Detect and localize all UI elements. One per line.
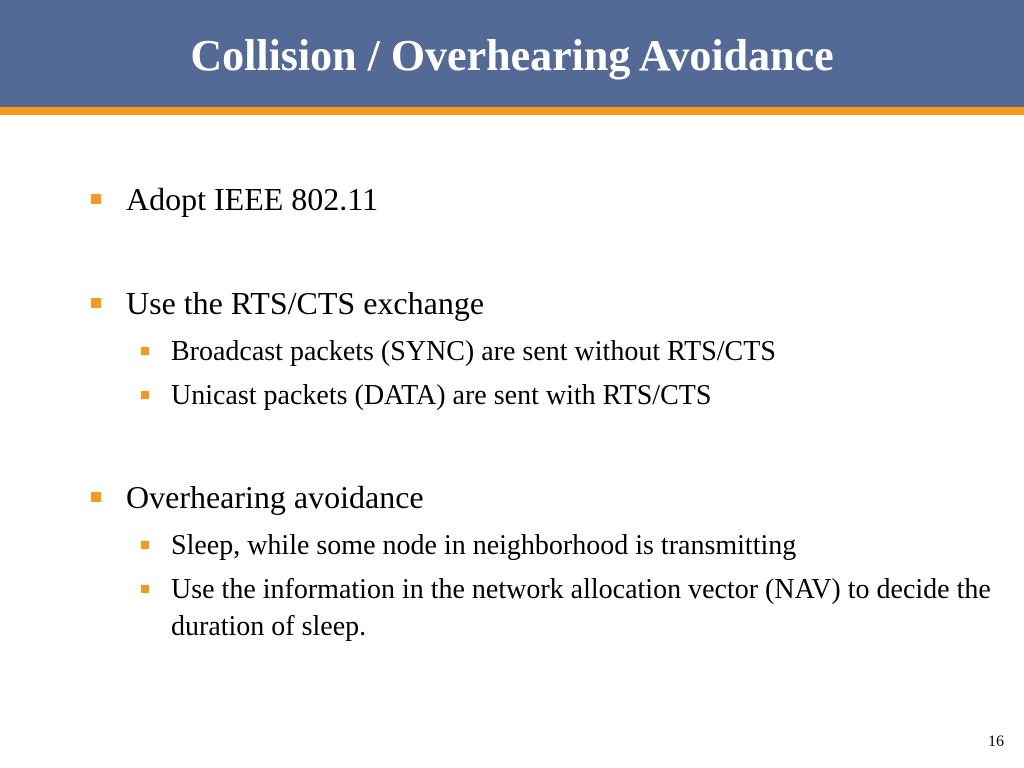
bullet-item [126, 179, 378, 219]
sub-bullet-item [171, 333, 1001, 370]
sub-bullet-text: Unicast packets (DATA) are sent with RTS/CTS [171, 380, 712, 411]
sub-bullet-text: Sleep, while some node in neighborhood is transmitting [171, 530, 797, 561]
square-bullet-icon [141, 347, 149, 355]
sub-bullet-item [171, 571, 1001, 645]
square-bullet-icon [91, 492, 101, 502]
sub-bullet-item [171, 377, 1001, 414]
slide-title: Collision / Overhearing Avoidance [190, 31, 834, 80]
bullet-text: Overhearing avoidance [126, 479, 424, 515]
square-bullet-icon [91, 194, 101, 204]
page-number: 16 [988, 733, 1004, 750]
bullet-item [126, 283, 484, 323]
square-bullet-icon [141, 391, 149, 399]
bullet-text: Use the RTS/CTS exchange [126, 285, 485, 321]
sub-bullet-text: Use the information in the network allocation vector (NAV) to decide the duration of sleep. [171, 574, 991, 642]
square-bullet-icon [141, 541, 149, 549]
bullet-item [126, 477, 424, 517]
square-bullet-icon [91, 298, 101, 308]
square-bullet-icon [141, 585, 149, 593]
sub-bullet-item [171, 527, 1001, 564]
sub-bullet-text: Broadcast packets (SYNC) are sent without RTS/CTS [171, 336, 776, 367]
bullet-text: Adopt IEEE 802.11 [126, 181, 379, 217]
